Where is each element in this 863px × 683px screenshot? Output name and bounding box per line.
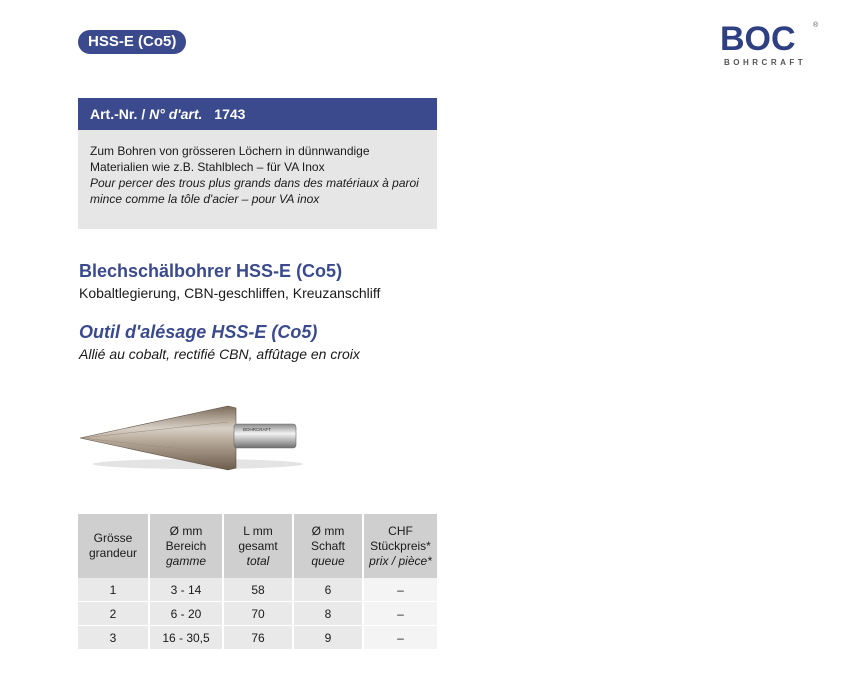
cell-length: 58 xyxy=(223,578,293,602)
cell-range: 3 - 14 xyxy=(149,578,223,602)
product-title-de: Blechschälbohrer HSS-E (Co5) xyxy=(79,261,343,281)
table-row xyxy=(78,626,437,650)
desc-fr-line-1: Pour percer des trous plus grands dans des matériaux à paroi xyxy=(90,176,419,190)
cell-size: 2 xyxy=(78,602,149,626)
cell-range: 6 - 20 xyxy=(149,602,223,626)
header-range: Ø mm Bereich gamme xyxy=(149,514,223,578)
article-label-fr: N° d'art. xyxy=(149,106,203,122)
table-row xyxy=(78,602,437,626)
cell-shank: 8 xyxy=(293,602,363,626)
logo-registered: ® xyxy=(813,22,819,29)
header-price: CHF Stückpreis* prix / pièce* xyxy=(363,514,437,578)
material-badge: HSS-E (Co5) xyxy=(78,30,186,54)
article-label-de: Art.-Nr. / xyxy=(90,106,146,122)
product-subtitle-fr: Allié au cobalt, rectifié CBN, affûtage en croix xyxy=(79,346,360,362)
cell-price: – xyxy=(363,602,437,626)
cell-shank: 6 xyxy=(293,578,363,602)
header-length: L mm gesamt total xyxy=(223,514,293,578)
table-row xyxy=(78,578,437,602)
cell-price: – xyxy=(363,626,437,650)
logo-wordmark: BOHRCRAFT xyxy=(724,58,807,67)
product-subtitle-de: Kobaltlegierung, CBN-geschliffen, Kreuzanschliff xyxy=(79,285,381,301)
desc-de-line-2: Materialien wie z.B. Stahlblech – für VA Inox xyxy=(90,160,325,174)
article-description xyxy=(78,130,437,229)
tool-marking: BOHRCRAFT xyxy=(243,427,271,432)
cell-shank: 9 xyxy=(293,626,363,650)
header-size: Grösse grandeur xyxy=(78,514,149,578)
cell-length: 76 xyxy=(223,626,293,650)
article-number-header xyxy=(78,98,437,130)
logo-mark: BOC xyxy=(720,20,796,58)
cell-size: 1 xyxy=(78,578,149,602)
cell-length: 70 xyxy=(223,602,293,626)
product-title-fr: Outil d'alésage HSS-E (Co5) xyxy=(79,322,318,342)
desc-fr-line-2: mince comme la tôle d'acier – pour VA inox xyxy=(90,192,320,206)
step-drill-image xyxy=(78,402,308,472)
spec-table-header xyxy=(78,514,437,578)
article-number: 1743 xyxy=(214,106,246,122)
cell-price: – xyxy=(363,578,437,602)
cell-size: 3 xyxy=(78,626,149,650)
spec-table xyxy=(78,514,437,650)
bohrcraft-logo xyxy=(720,20,820,70)
cell-range: 16 - 30,5 xyxy=(149,626,223,650)
desc-de-line-1: Zum Bohren von grösseren Löchern in dünnwandige xyxy=(90,144,370,158)
header-shank: Ø mm Schaft queue xyxy=(293,514,363,578)
